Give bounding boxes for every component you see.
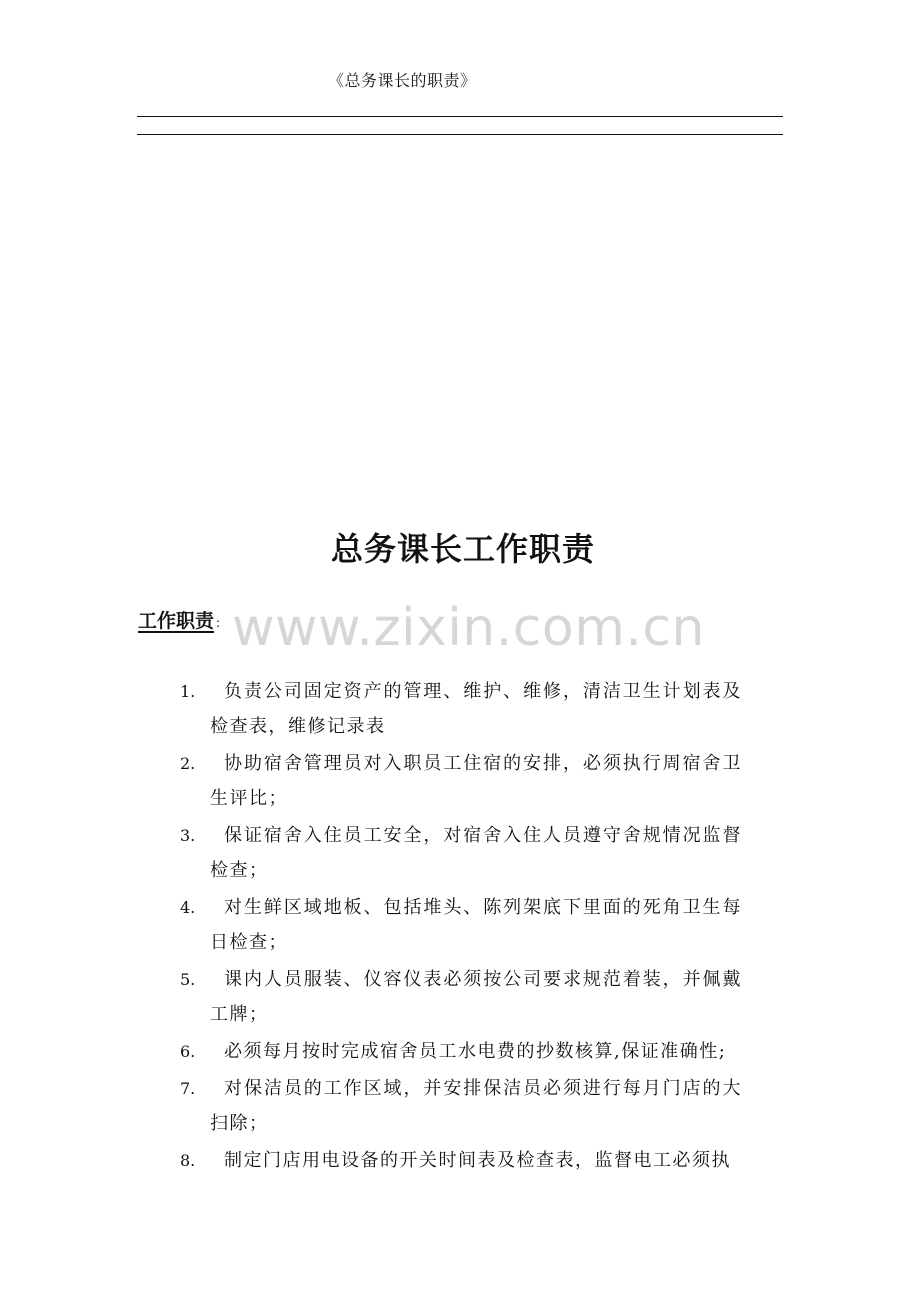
duty-item <box>180 1034 742 1069</box>
duty-number: 3. <box>180 826 196 845</box>
running-header-title: 《总务课长的职责》 <box>328 71 477 90</box>
header-rule-top <box>137 116 783 117</box>
duty-number: 7. <box>180 1079 196 1098</box>
duty-text: 课内人员服装、仪容仪表必须按公司要求规范着装，并佩戴工牌； <box>210 969 742 1025</box>
header-rule-bottom <box>137 134 783 135</box>
duty-list <box>180 674 742 1180</box>
section-heading-colon: : <box>216 616 221 630</box>
duty-number: 8. <box>180 1151 196 1170</box>
duty-text: 制定门店用电设备的开关时间表及检查表，监督电工必须执 <box>224 1150 731 1171</box>
duty-number: 4. <box>180 898 196 917</box>
duty-text: 对保洁员的工作区域，并安排保洁员必须进行每月门店的大扫除； <box>210 1078 742 1134</box>
document-title: 总务课长工作职责 <box>330 530 595 568</box>
section-heading <box>138 606 220 633</box>
duty-item <box>180 818 742 888</box>
duty-item <box>180 890 742 960</box>
duty-number: 5. <box>180 970 196 989</box>
duty-number: 2. <box>180 754 196 773</box>
duty-item <box>180 962 742 1032</box>
duty-number: 6. <box>180 1042 196 1061</box>
duty-text: 协助宿舍管理员对入职员工住宿的安排，必须执行周宿舍卫生评比； <box>210 753 742 809</box>
duty-text: 对生鲜区域地板、包括堆头、陈列架底下里面的死角卫生每日检查； <box>210 897 742 953</box>
duty-text: 负责公司固定资产的管理、维护、维修，清洁卫生计划表及检查表，维修记录表 <box>210 681 742 737</box>
duty-text: 必须每月按时完成宿舍员工水电费的抄数核算,保证准确性; <box>224 1041 727 1062</box>
section-heading-label: 工作职责 <box>138 610 215 632</box>
watermark: www.zixin.com.cn <box>232 598 705 658</box>
duty-number: 1. <box>180 682 196 701</box>
duty-item <box>180 746 742 816</box>
duty-text: 保证宿舍入住员工安全，对宿舍入住人员遵守舍规情况监督检查； <box>210 825 742 881</box>
duty-item <box>180 1143 742 1178</box>
duty-item <box>180 674 742 744</box>
duty-item <box>180 1071 742 1141</box>
